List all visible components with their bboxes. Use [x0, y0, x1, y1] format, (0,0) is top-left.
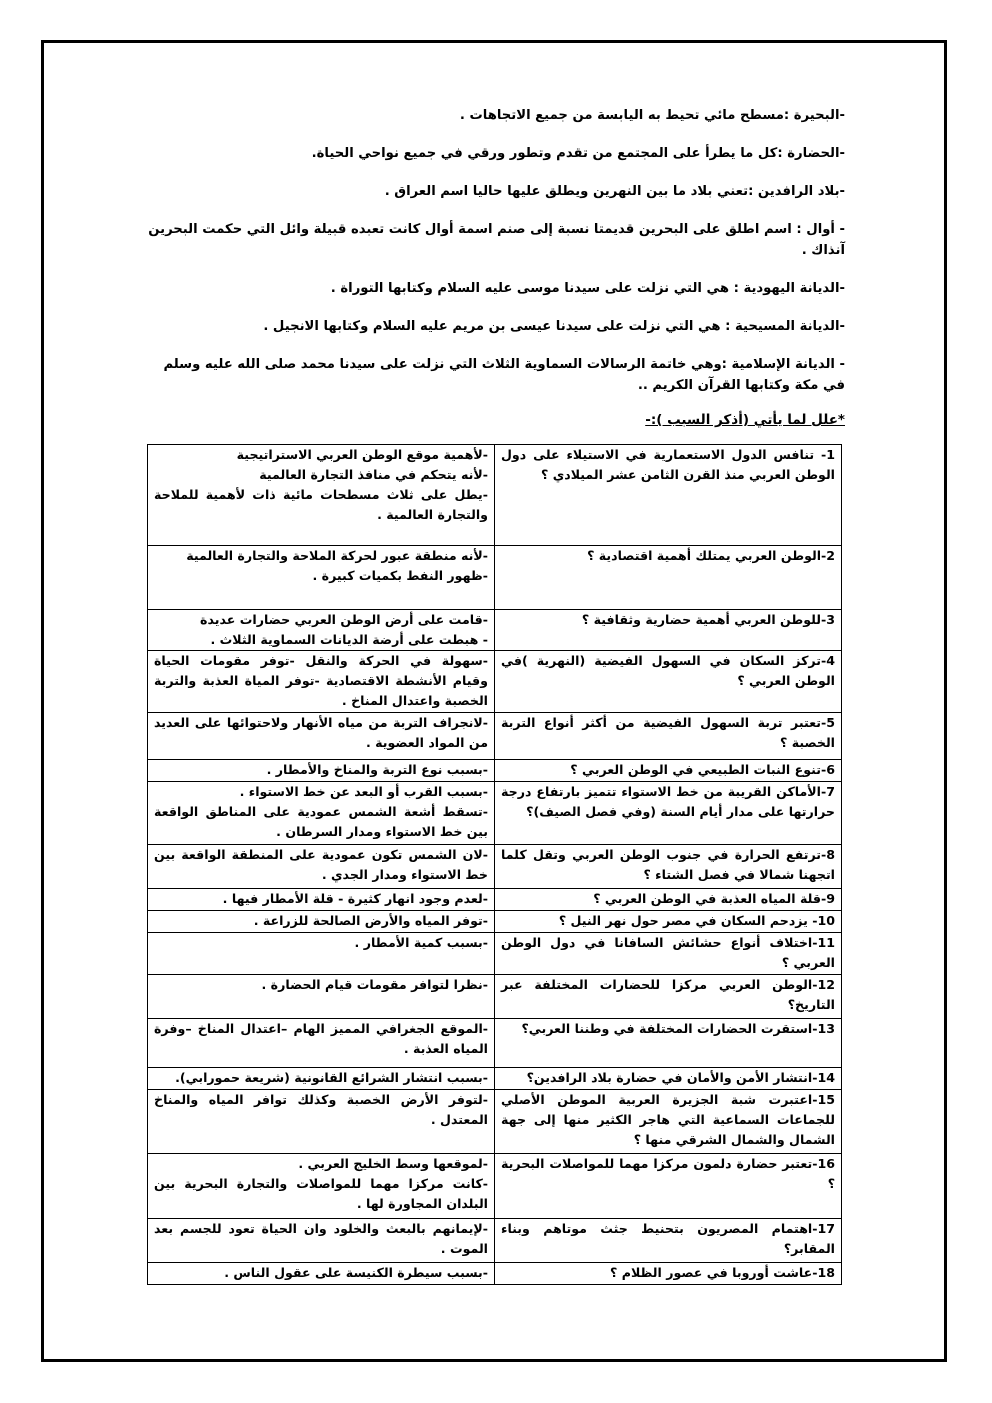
- answer-text: -لعدم وجود انهار كثيرة - قلة الأمطار فيها .: [222, 891, 488, 906]
- answer-text: -لانجراف التربة من مياه الأنهار ولاحتوائها على العديد من المواد العضوية .: [154, 715, 488, 750]
- question-cell: [495, 1019, 842, 1068]
- answer-cell: [148, 546, 495, 610]
- question-cell: [495, 911, 842, 933]
- answer-cell: [148, 1019, 495, 1068]
- answer-text: -ظهور النفط بكميات كبيرة .: [312, 568, 488, 583]
- answer-cell: [148, 1068, 495, 1090]
- answer-text: -تسقط أشعة الشمس عمودية على المناطق الواقعة بين خط الاستواء ومدار السرطان .: [154, 804, 488, 839]
- answer-cell: [148, 911, 495, 933]
- answer-cell: [148, 1154, 495, 1219]
- definitions-list: [140, 105, 845, 410]
- document-content: [140, 105, 845, 1285]
- question-cell: [495, 610, 842, 651]
- answer-text: -توفر المياه والأرض الصالحة للزراعة .: [253, 913, 488, 928]
- question-cell: [495, 975, 842, 1019]
- question-cell: [495, 1219, 842, 1263]
- question-cell: [495, 845, 842, 889]
- table-row: [148, 1219, 842, 1263]
- question-text: 7-الأماكن القريبة من خط الاستواء تتميز بارتفاع درجة حرارتها على مدار أيام السنة (وفي فصل الصيف)؟: [501, 784, 835, 819]
- table-row: [148, 445, 842, 546]
- question-text: 9-قلة المياه العذبة في الوطن العربي ؟: [593, 891, 835, 906]
- reasons-table: [147, 444, 842, 1285]
- answer-text: -بسبب سيطرة الكنيسة على عقول الناس .: [224, 1265, 488, 1280]
- question-cell: [495, 1068, 842, 1090]
- question-text: 16-تعتبر حضارة دلمون مركزا مهما للمواصلات البحرية ؟: [501, 1156, 835, 1191]
- question-text: 18-عاشت أوروبا في عصور الظلام ؟: [610, 1265, 835, 1280]
- answer-cell: [148, 651, 495, 713]
- definition-islam: - الديانة الإسلامية :وهي خاتمة الرسالات السماوية الثلاث التي نزلت على سيدنا محمد صلى الله عليه وسلم في مكة وكتابها القرآن الكريم ..: [163, 357, 845, 393]
- answer-cell: [148, 1090, 495, 1154]
- question-cell: [495, 1090, 842, 1154]
- table-row: [148, 610, 842, 651]
- table-row: [148, 713, 842, 760]
- question-cell: [495, 782, 842, 845]
- question-cell: [495, 760, 842, 782]
- question-text: 11-اختلاف أنواع حشائش السافانا في دول الوطن العربي ؟: [501, 935, 835, 970]
- definition-judaism: -الديانة اليهودية : هي التي نزلت على سيدنا موسى عليه السلام وكتابها التوراة .: [330, 281, 845, 296]
- answer-text: -لان الشمس تكون عمودية على المنطقة الواقعة بين خط الاستواء ومدار الجدي .: [154, 847, 488, 882]
- answer-text: -لموقعها وسط الخليج العربي .: [298, 1156, 488, 1171]
- table-row: [148, 760, 842, 782]
- answer-text: -لأنه منطقة عبور لحركة الملاحة والتجارة العالمية: [186, 548, 488, 563]
- answer-text: -بسبب كمية الأمطار .: [354, 935, 488, 950]
- answer-text: -قامت على أرض الوطن العربي حضارات عديدة: [200, 612, 488, 627]
- answer-cell: [148, 889, 495, 911]
- question-cell: [495, 445, 842, 546]
- definition-civilization: -الحضارة :كل ما يطرأ على المجتمع من تقدم وتطور ورقي في جميع نواحي الحياة.: [311, 146, 845, 161]
- answer-text: -لأنه يتحكم في منافذ التجارة العالمية: [259, 467, 488, 482]
- table-row: [148, 1068, 842, 1090]
- answer-cell: [148, 610, 495, 651]
- table-row: [148, 933, 842, 975]
- table-row: [148, 975, 842, 1019]
- answer-text: -بسبب انتشار الشرائع القانونية (شريعة حمورابي).: [175, 1070, 488, 1085]
- question-text: 10- يزدحم السكان في مصر حول نهر النيل ؟: [558, 913, 835, 928]
- answer-cell: [148, 1219, 495, 1263]
- table-row: [148, 651, 842, 713]
- table-row: [148, 782, 842, 845]
- question-text: 5-تعتبر تربة السهول الفيضية من أكثر أنواع التربة الخصبة ؟: [501, 715, 835, 750]
- question-text: 4-تركز السكان في السهول الفيضية (النهرية )في الوطن العربي ؟: [501, 653, 835, 688]
- answer-text: -لأهمية موقع الوطن العربي الاستراتيجية: [236, 447, 488, 462]
- answer-cell: [148, 445, 495, 546]
- question-cell: [495, 933, 842, 975]
- question-text: 12-الوطن العربي مركزا للحضارات المختلفة عبر التاريخ؟: [501, 977, 835, 1012]
- question-text: 8-ترتفع الحرارة في جنوب الوطن العربي وتقل كلما اتجهنا شمالا في فصل الشتاء ؟: [501, 847, 835, 882]
- question-text: 6-تنوع النبات الطبيعي في الوطن العربي ؟: [570, 762, 835, 777]
- table-row: [148, 1090, 842, 1154]
- question-cell: [495, 1154, 842, 1219]
- question-text: 2-الوطن العربي يمتلك أهمية اقتصادية ؟: [587, 548, 835, 563]
- table-row: [148, 546, 842, 610]
- answer-text: -بسبب نوع التربة والمناخ والأمطار .: [266, 762, 488, 777]
- question-text: 1- تنافس الدول الاستعمارية في الاستيلاء على دول الوطن العربي منذ القرن الثامن عشر الميلادي ؟: [501, 447, 835, 482]
- table-row: [148, 889, 842, 911]
- answer-cell: [148, 845, 495, 889]
- question-text: 17-اهتمام المصريون بتحنيط جثث موتاهم وبناء المقابر؟: [501, 1221, 835, 1256]
- table-row: [148, 1154, 842, 1219]
- table-row: [148, 1263, 842, 1285]
- answer-text: - هبطت على أرضة الديانات السماوية الثلاث .: [210, 632, 488, 647]
- section-title: *علل لما يأتي (أذكر السبب ):-: [645, 412, 845, 428]
- answer-text: -الموقع الجغرافي المميز الهام –اعتدال المناخ –وفرة المياه العذبة .: [154, 1021, 488, 1056]
- answer-text: -لتوفر الأرض الخصبة وكذلك توافر المياه والمناخ المعتدل .: [154, 1092, 488, 1127]
- answer-cell: [148, 933, 495, 975]
- answer-cell: [148, 975, 495, 1019]
- table-row: [148, 845, 842, 889]
- question-cell: [495, 1263, 842, 1285]
- question-cell: [495, 546, 842, 610]
- question-cell: [495, 651, 842, 713]
- answer-text: -يطل على ثلاث مسطحات مائية ذات لأهمية للملاحة والتجارة العالمية .: [154, 487, 488, 522]
- answer-text: -كانت مركزا مهما للمواصلات والتجارة البحرية بين البلدان المجاورة لها .: [154, 1176, 488, 1211]
- answer-text: -بسبب القرب أو البعد عن خط الاستواء .: [239, 784, 488, 799]
- table-row: [148, 1019, 842, 1068]
- definition-awal: - أوال : اسم اطلق على البحرين قديمتا نسبة إلى صنم اسمة أوال كانت تعبده قبيلة وائل التي حكمت البحرين آنذاك .: [148, 222, 845, 258]
- answer-cell: [148, 760, 495, 782]
- answer-cell: [148, 782, 495, 845]
- question-cell: [495, 889, 842, 911]
- table-row: [148, 911, 842, 933]
- definition-mesopotamia: -بلاد الرافدين :تعني بلاد ما بين النهرين ويطلق عليها حاليا اسم العراق .: [384, 184, 845, 199]
- question-text: 15-اعتبرت شبة الجزيرة العربية الموطن الأصلي للجماعات السماعية التي هاجر الكثير منها إلى جهة الشمال والشمال الشرقي منها ؟: [501, 1092, 835, 1147]
- question-cell: [495, 713, 842, 760]
- definition-christianity: -الديانة المسيحية : هي التي نزلت على سيدنا عيسى بن مريم عليه السلام وكتابها الانجيل .: [263, 319, 845, 334]
- answer-cell: [148, 1263, 495, 1285]
- question-text: 3-للوطن العربي أهمية حضارية وثقافية ؟: [581, 612, 835, 627]
- answer-text: -سهولة في الحركة والنقل -توفر مقومات الحياة وقيام الأنشطة الاقتصادية -توفر المياة العذبة والتربة الخصبة واعتدال المناخ .: [154, 653, 488, 708]
- answer-cell: [148, 713, 495, 760]
- question-text: 14-انتشار الأمن والأمان في حضارة بلاد الرافدين؟: [526, 1070, 835, 1085]
- definition-lake: -البحيرة :مسطح مائي تحيط به اليابسة من جميع الاتجاهات .: [459, 108, 845, 123]
- answer-text: -لإيمانهم بالبعث والخلود وان الحياة تعود للجسم بعد الموت .: [154, 1221, 488, 1256]
- answer-text: -نظرا لتوافر مقومات قيام الحضارة .: [261, 977, 488, 992]
- question-text: 13-استقرت الحضارات المختلفة في وطننا العربي؟: [521, 1021, 835, 1036]
